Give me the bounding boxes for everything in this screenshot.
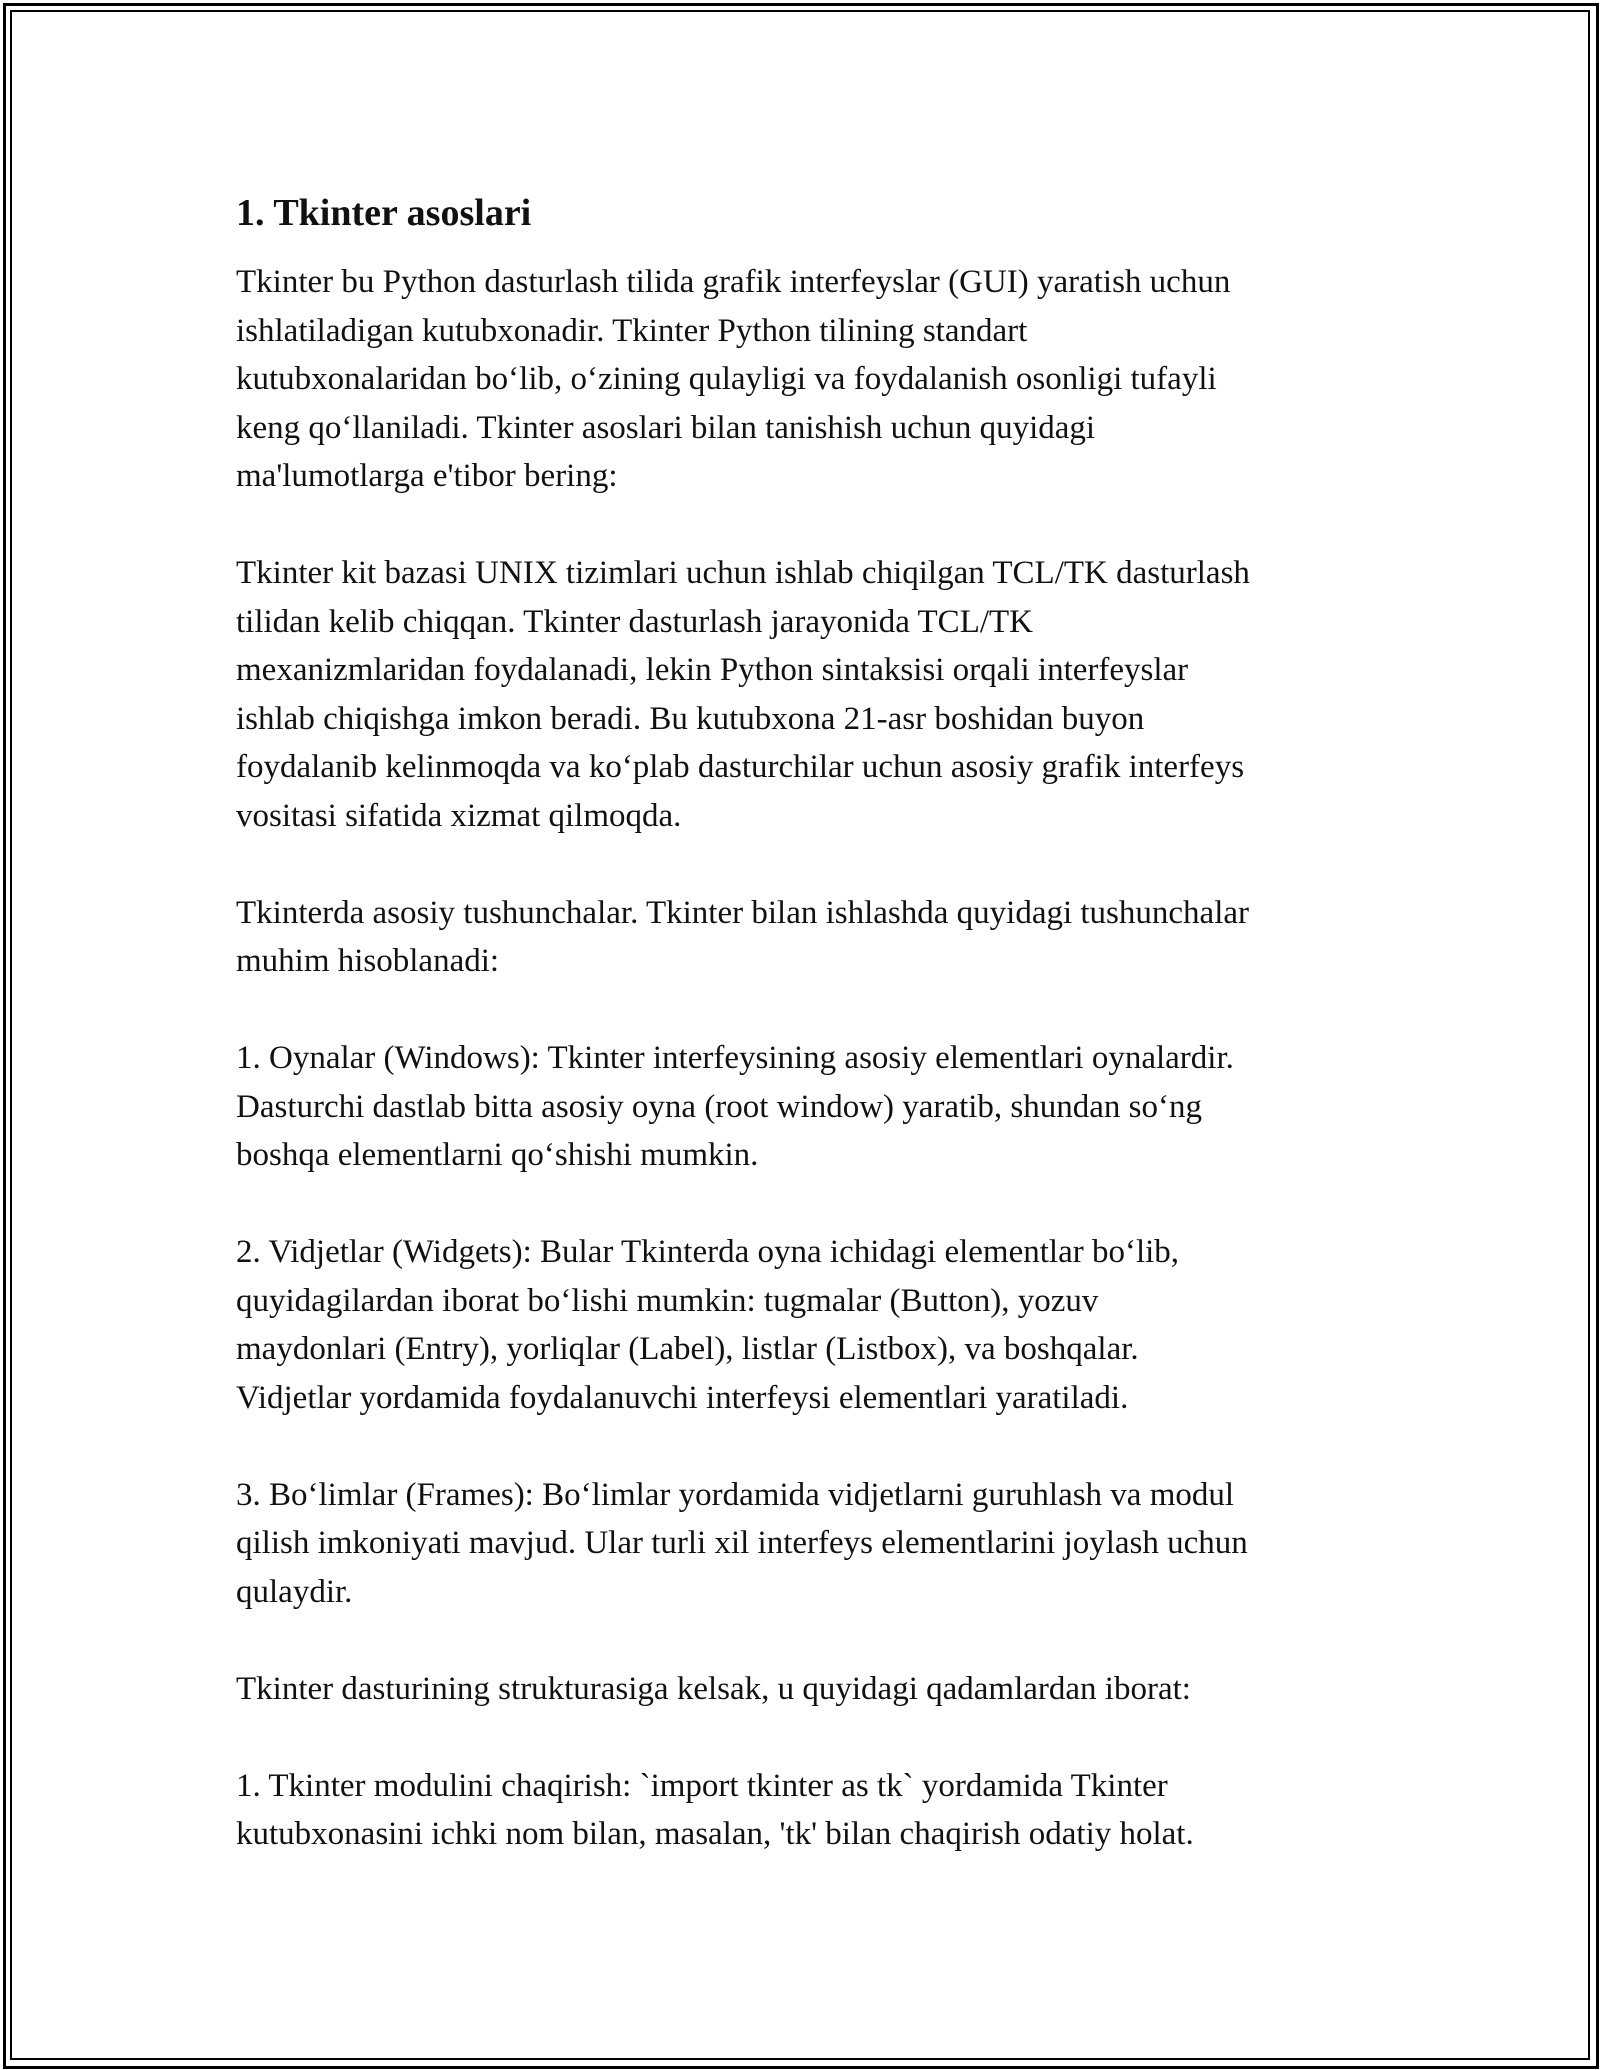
paragraph <box>236 1665 1416 1714</box>
paragraph-line: foydalanib kelinmoqda va ko‘plab dasturchilar uchun asosiy grafik interfeys <box>236 749 1245 785</box>
paragraph-line: Dasturchi dastlab bitta asosiy oyna (root window) yaratib, shundan so‘ng <box>236 1088 1202 1125</box>
paragraph-line: qilish imkoniyati mavjud. Ular turli xil interfeys elementlarini joylash uchun <box>236 1525 1248 1561</box>
paragraph-line: 1. Tkinter modulini chaqirish: `import tkinter as tk` yordamida Tkinter <box>236 1767 1168 1804</box>
paragraph <box>236 1762 1416 1859</box>
paragraph-line: Tkinter dasturining strukturasiga kelsak, u quyidagi qadamlardan iborat: <box>236 1670 1191 1707</box>
paragraph-line: ishlab chiqishga imkon beradi. Bu kutubxona 21-asr boshidan buyon <box>236 700 1145 737</box>
paragraph-line: Tkinterda asosiy tushunchalar. Tkinter bilan ishlashda quyidagi tushunchalar <box>236 894 1249 931</box>
paragraph-line: boshqa elementlarni qo‘shishi mumkin. <box>236 1137 759 1173</box>
section-heading: 1. Tkinter asoslari <box>236 192 532 234</box>
paragraph-line: quyidagilardan iborat bo‘lishi mumkin: tugmalar (Button), yozuv <box>236 1282 1099 1319</box>
paragraph-line: keng qo‘llaniladi. Tkinter asoslari bilan tanishish uchun quyidagi <box>236 409 1096 446</box>
paragraph-line: muhim hisoblanadi: <box>236 943 500 979</box>
paragraph-line: ishlatiladigan kutubxonadir. Tkinter Python tilining standart <box>236 312 1028 349</box>
paragraph-line: ma'lumotlarga e'tibor bering: <box>236 458 618 494</box>
document-body <box>236 186 1416 1859</box>
paragraph-line: mexanizmlaridan foydalanadi, lekin Python sintaksisi orqali interfeyslar <box>236 652 1189 688</box>
paragraph-line: Vidjetlar yordamida foydalanuvchi interfeysi elementlari yaratiladi. <box>236 1379 1129 1416</box>
paragraph <box>236 1034 1416 1180</box>
paragraph-line: 3. Bo‘limlar (Frames): Bo‘limlar yordamida vidjetlarni guruhlash va modul <box>236 1476 1235 1513</box>
paragraph-line: tilidan kelib chiqqan. Tkinter dasturlash jarayonida TCL/TK <box>236 603 1034 640</box>
paragraph-line: 1. Oynalar (Windows): Tkinter interfeysining asosiy elementlari oynalardir. <box>236 1040 1234 1076</box>
paragraph <box>236 258 1416 501</box>
paragraph-list <box>236 258 1416 1859</box>
paragraph-line: kutubxonalaridan bo‘lib, o‘zining qulayligi va foydalanish osonligi tufayli <box>236 361 1217 397</box>
paragraph-line: kutubxonasini ichki nom bilan, masalan, 'tk' bilan chaqirish odatiy holat. <box>236 1816 1194 1852</box>
paragraph-line: qulaydir. <box>236 1573 353 1610</box>
paragraph <box>236 889 1416 986</box>
paragraph-line: 2. Vidjetlar (Widgets): Bular Tkinterda oyna ichidagi elementlar bo‘lib, <box>236 1234 1180 1270</box>
paragraph <box>236 1471 1416 1617</box>
paragraph <box>236 1228 1416 1422</box>
paragraph <box>236 549 1416 840</box>
paragraph-line: maydonlari (Entry), yorliqlar (Label), listlar (Listbox), va boshqalar. <box>236 1331 1139 1367</box>
paragraph-line: vositasi sifatida xizmat qilmoqda. <box>236 797 682 834</box>
paragraph-line: Tkinter kit bazasi UNIX tizimlari uchun ishlab chiqilgan TCL/TK dasturlash <box>236 555 1250 591</box>
paragraph-line: Tkinter bu Python dasturlash tilida grafik interfeyslar (GUI) yaratish uchun <box>236 264 1231 300</box>
